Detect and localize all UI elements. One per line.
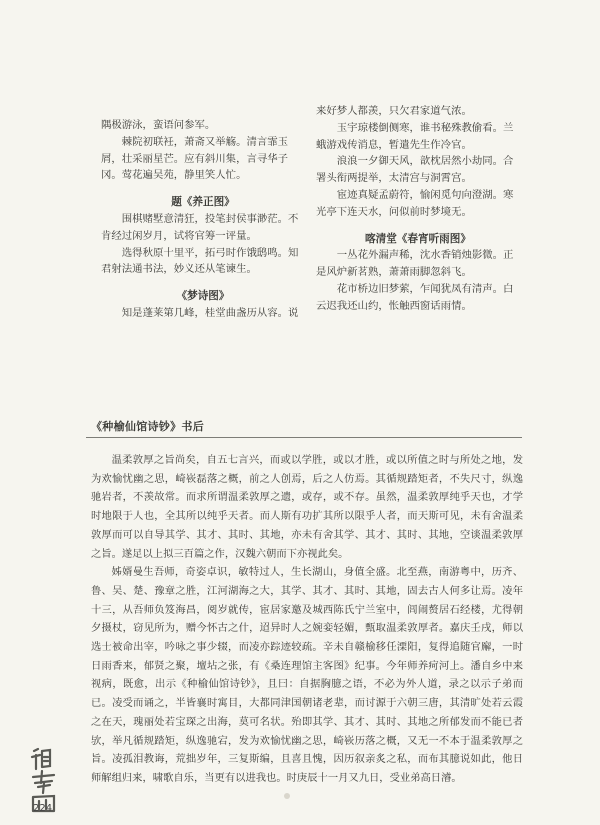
right-paragraph-4: 宦迹真疑孟蔚符，愉闲觅句向澄湖。寒光亭下连天水，问似前时梦境无。 — [316, 188, 514, 218]
left-paragraph-3: 围棋赌墅意清狂，投笔封侯事渺茫。不肯经过闲岁月，试将官筹一评量。 — [101, 212, 299, 242]
poem-title-chunxiao: 喀清堂《春宵听雨图》 — [365, 232, 471, 245]
right-column — [316, 103, 520, 315]
page-number: 224 — [33, 803, 53, 814]
left-column — [101, 117, 305, 322]
right-paragraph-6: 花市桥边旧梦萦，乍闻犹凤有清声。白云迟我还山约，怅触西窗话雨情。 — [316, 282, 514, 312]
right-paragraph-3: 浪浪一夕御天风，歆枕居然小劫同。合署头衔两提举，太清宫与洞霄宫。 — [316, 155, 514, 185]
decorative-dot — [284, 793, 290, 799]
left-paragraph-5: 知是蓬莱第几峰，桂堂曲盏历从容。说 — [121, 306, 299, 319]
left-paragraph-4: 选得秋原十里平，拓弓时作饿鸱鸣。知君射法通书法，妙义还从笔谏生。 — [101, 246, 299, 276]
section-divider — [86, 437, 522, 438]
essay-heading: 《种榆仙馆诗钞》书后 — [91, 420, 204, 433]
left-paragraph-1: 隅极游泳，蛮语问参军。 — [101, 119, 216, 131]
poem-title-mengshi: 《梦诗图》 — [176, 290, 230, 303]
poem-title-yangzheng: 题《养正图》 — [171, 196, 235, 209]
essay-paragraph-2: 姊婿曼生吾师，奇姿卓识，敏特过人，生长湖山，身值全盛。北至燕，南游粤中，历齐、鲁、吴、楚、豫章之胜，江河湖海之大，其学、其才、其时、其地，固去古人何多让焉。凌年十三，从吾师负笈海昌，阅岁就传，宦居家邀及城西陈氏宁兰室中，闾闹赘居石经楼，尤得朝夕摄杖，窃见所为，赠今怀古之什，迢异时人之婉娈轻媚，甄取温柔敦厚者。嘉庆壬戌，师以选士被命出宰，吟咏之事少辍，而凌亦踪迹较疏。辛未自赣榆移任溧阳，复得追随官廨，一时日雨香来，郁贤之聚，壇坫之张，有《桑连理馆主客图》纪事。今年师养疴河上。潘自乡中来视病，既愈，出示《种榆仙馆诗钞》，且曰：自据胸臆之语，不必为外人道，录之以示子弟而已。凌受而诵之，半皆襄时寓目，大都同津国朝诸老辈，而讨源于六朝三唐，其清旷处若云霞之在天，瑰丽处若宝琛之出海，莫可名状。殆即其学、其才、其时、其地之所郁发而不能已者欤，举凡循规踏矩，纵逸驰宕，发为欢愉忧幽之思，崎嵚历落之概，又无一不本于温柔敦厚之旨。凌孤泪教诲，荒拙岁年，三复斯编，且喜且愧，因历叙亲炙之私，而布其臆说如此，他日师解组归来，啸歌自乐，当更有以进我也。时庚辰十一月又九日，受业弟高日濬。 — [91, 566, 523, 784]
essay-body — [91, 451, 523, 788]
right-paragraph-1: 来好梦人都羡，只欠君家道气浓。 — [316, 105, 472, 117]
right-paragraph-5: 一丛花外漏声稀，沈水香销烛影微。正是风炉新茗熟，萧萧雨脚忽斜飞。 — [316, 249, 514, 279]
left-paragraph-2: 棘院初联衽，萧斋又举觞。清言霏玉屑，壮采丽星芒。应有斜川集，言寻华子冈。莺花遍吴苑，静里笑人忙。 — [101, 135, 289, 182]
essay-paragraph-1: 温柔敦厚之旨尚矣，自五七言兴，而或以学胜，或以才胜，或以所值之时与所处之地，发为欢愉忧幽之思，崎嵚磊落之概，前之人创焉，后之人仿焉。其循规踏矩者，不失尺寸，纵逸驰岩者，不羡故常。而求所谓温柔敦厚之遗，或存，或不存。虽然，温柔敦厚纯乎天也，才学时地限于人也，全其所以纯乎天者。而人斯有功扩其所以限乎人者，而天斯可见，未有舍温柔敦厚而可以自导其学、其才、其时、其地，亦未有舍其学、其才、其时、其地，空谈温柔敦厚之旨。遂足以上拟三百篇之作，汉魏六朝而下亦视此矣。 — [91, 454, 523, 560]
right-paragraph-2: 玉宇琼楼倒侧寒，谁书秘殊教偷看。兰蛾游戏传消息，暂遣先生作冷官。 — [316, 121, 514, 151]
